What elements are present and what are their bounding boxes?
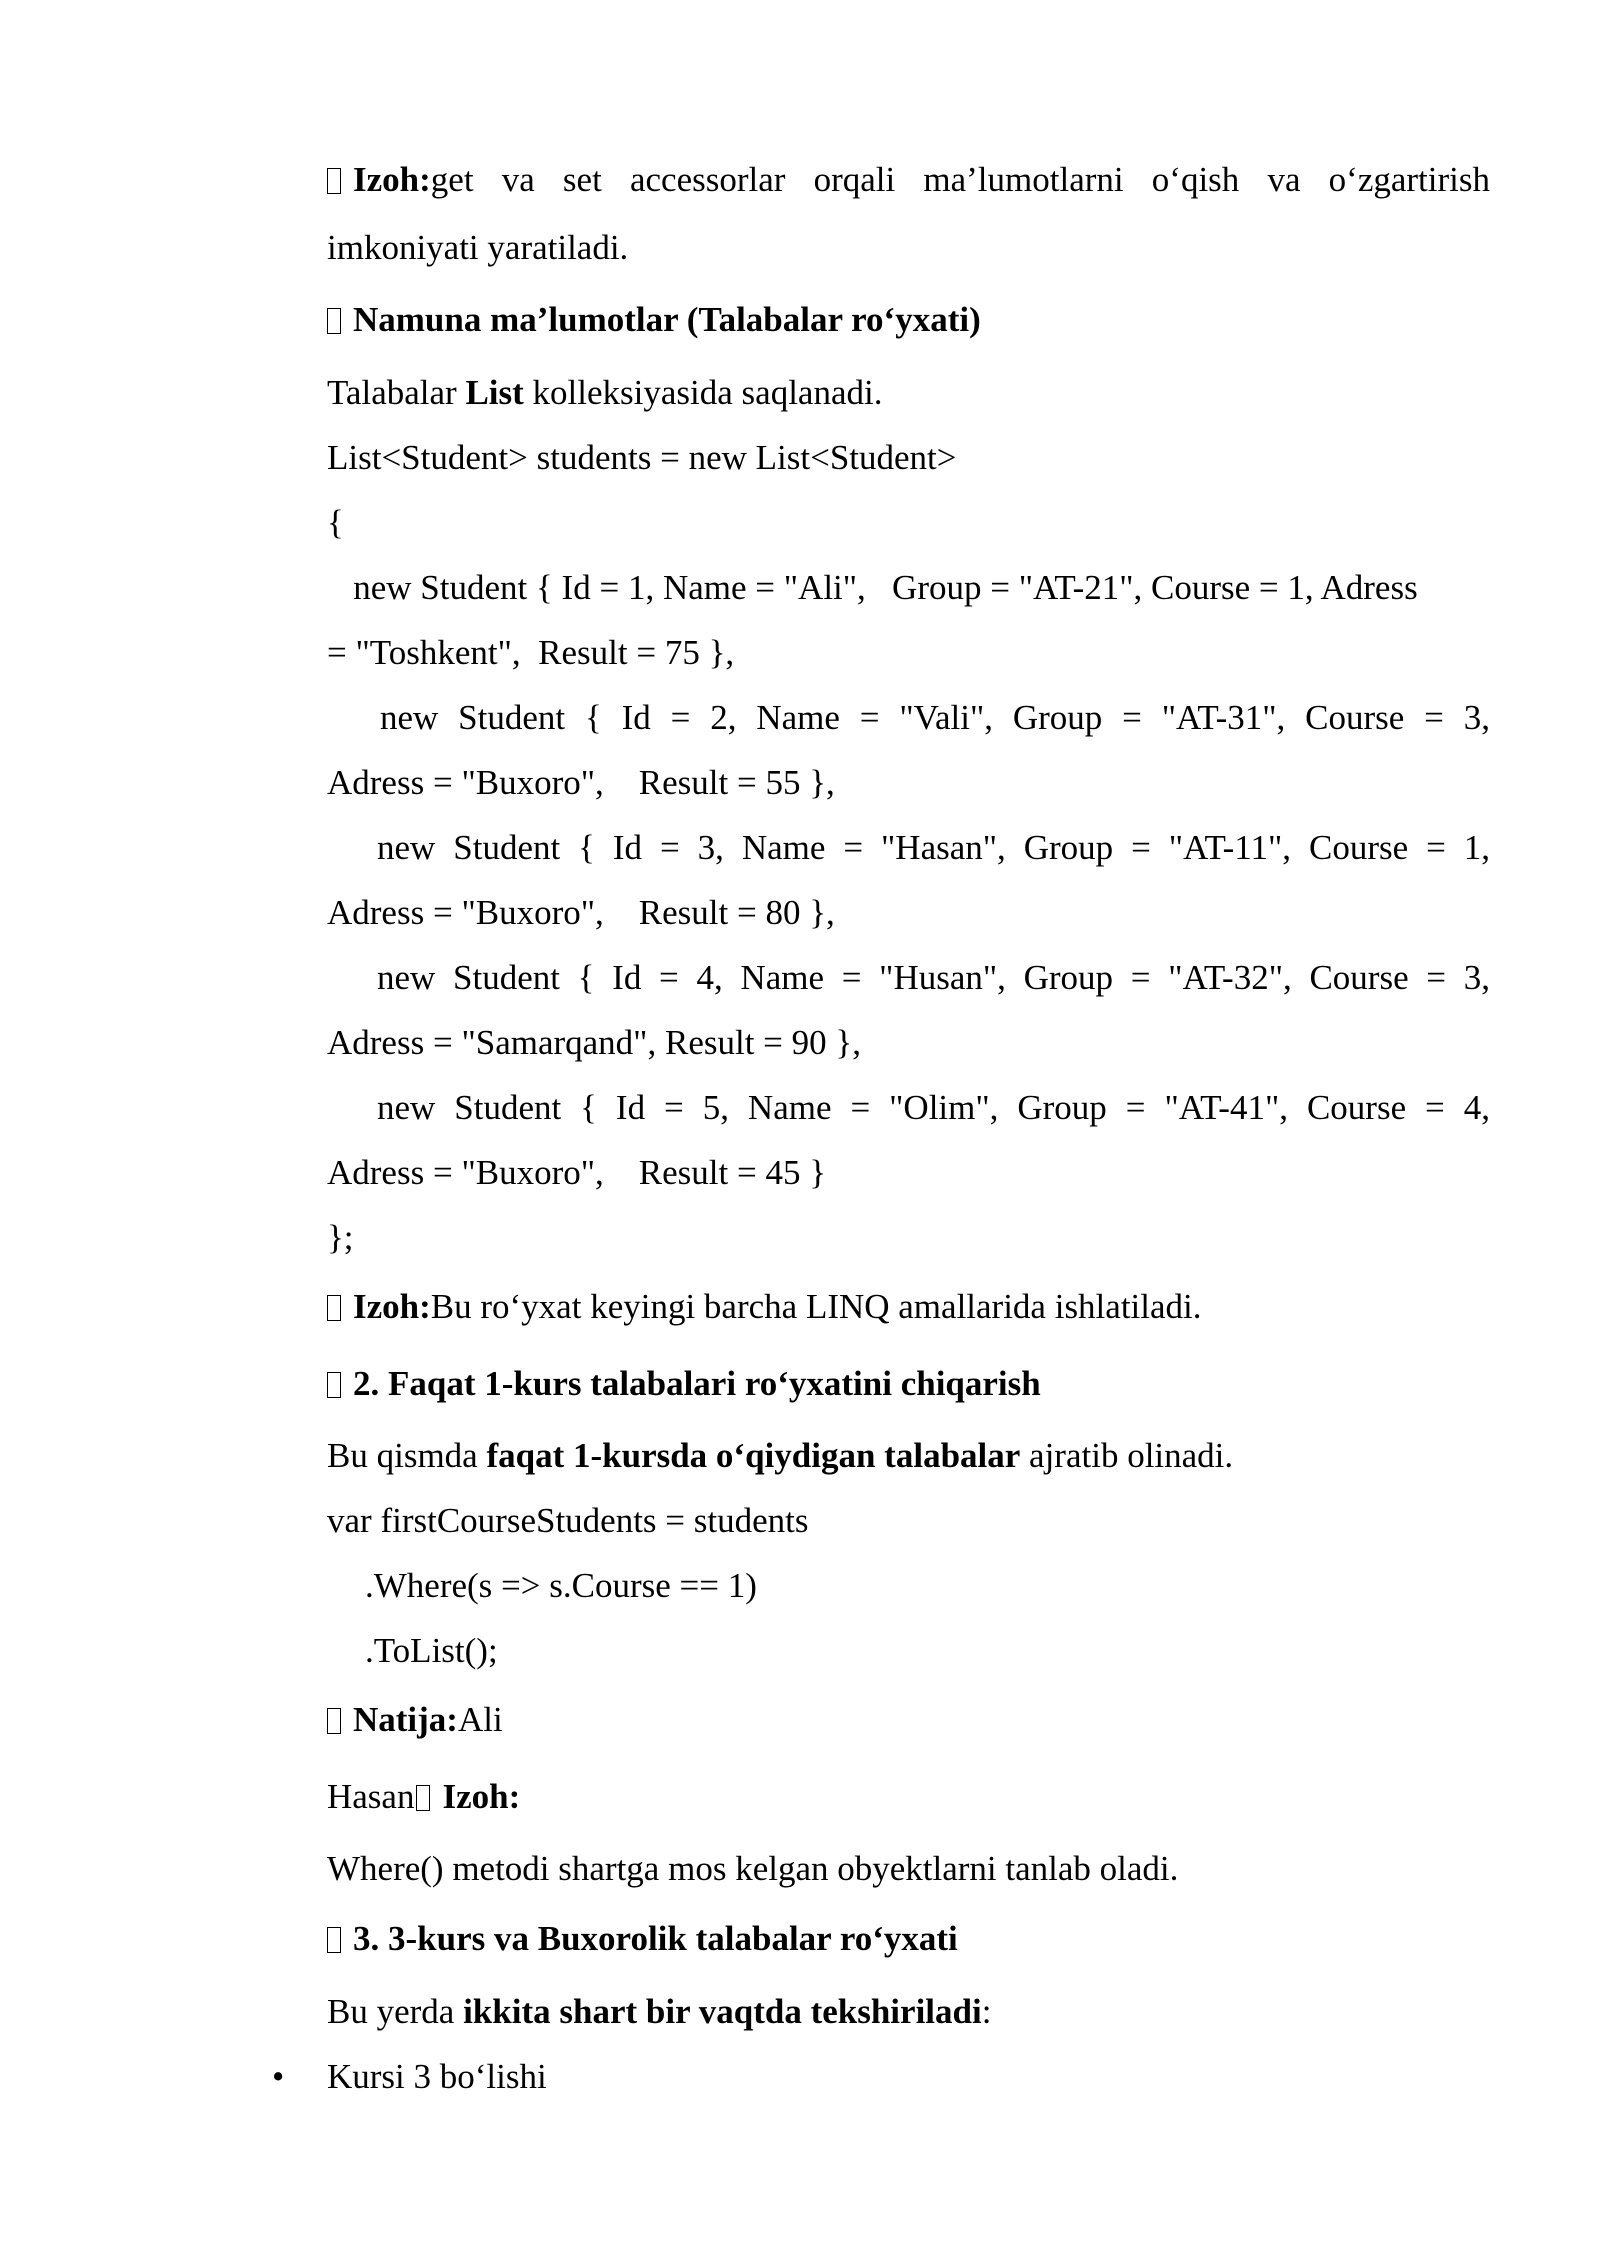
izoh-text-cont: imkoniyati yaratiladi. (327, 228, 629, 267)
text: : (981, 1992, 992, 2031)
section-heading-third-course (327, 1917, 1490, 1961)
natija-label: Natija: (353, 1700, 458, 1739)
natija-result (327, 1698, 1490, 1742)
where-explanation: Where() metodi shartga mos kelgan obyektlarni tanlab oladi. (327, 1849, 1179, 1888)
missing-glyph-icon (327, 1927, 341, 1953)
code-line: new Student { Id = 4, Name = "Husan", Group = "AT-32", Course = 3, (377, 958, 1490, 997)
heading-text: Namuna ma’lumotlar (Talabalar ro‘yxati) (353, 300, 981, 339)
izoh-label: Izoh: (353, 1287, 431, 1326)
code-line: new Student { Id = 1, Name = "Ali", Group = "AT-21", Course = 1, Adress (327, 568, 1418, 607)
code-line: = "Toshkent", Result = 75 }, (327, 633, 735, 672)
text: Bu qismda (327, 1436, 487, 1475)
code-line: { (327, 503, 344, 542)
missing-glyph-icon (327, 1372, 341, 1398)
text: kolleksiyasida saqlanadi. (523, 373, 883, 412)
izoh-label: Izoh: (442, 1777, 521, 1816)
izoh-note (327, 1285, 1490, 1329)
missing-glyph-icon (327, 1295, 341, 1321)
izoh-text: Bu ro‘yxat keyingi barcha LINQ amallarida ishlatiladi. (430, 1287, 1202, 1326)
section-heading-first-course (327, 1362, 1490, 1406)
result-value: Hasan (327, 1777, 415, 1816)
missing-glyph-icon (327, 168, 341, 194)
code-line: Adress = "Buxoro", Result = 45 } (327, 1153, 827, 1192)
code-line: .Where(s => s.Course == 1) (365, 1566, 757, 1605)
code-line: Adress = "Buxoro", Result = 55 }, (327, 763, 835, 802)
bullet-icon: • (272, 2057, 285, 2096)
missing-glyph-icon (327, 1708, 341, 1734)
list-collection-sentence (327, 371, 1490, 415)
list-item: Kursi 3 bo‘lishi (327, 2057, 547, 2096)
bold-text: ikkita shart bir vaqtda tekshiriladi (463, 1992, 982, 2031)
izoh-paragraph-line-2 (327, 226, 1490, 270)
two-conditions-sentence (327, 1990, 1490, 2034)
bold-text: faqat 1-kursda o‘qiydigan talabalar (486, 1436, 1021, 1475)
section-heading-sample-data (327, 298, 1490, 342)
text: Bu yerda (327, 1992, 464, 2031)
code-line: }; (327, 1218, 354, 1257)
missing-glyph-icon (327, 308, 341, 334)
bold-text: List (465, 373, 524, 412)
missing-glyph-icon (416, 1785, 430, 1811)
izoh-text: get va set accessorlar orqali ma’lumotlarni o‘qish va o‘zgartirish (430, 160, 1490, 199)
code-line: .ToList(); (365, 1631, 498, 1670)
result-and-izoh (327, 1775, 1490, 1819)
text: ajratib olinadi. (1020, 1436, 1234, 1475)
text: Talabalar (327, 373, 466, 412)
heading-text: 2. Faqat 1-kurs talabalari ro‘yxatini chiqarish (353, 1364, 1041, 1403)
code-line: new Student { Id = 3, Name = "Hasan", Group = "AT-11", Course = 1, (377, 828, 1490, 867)
izoh-label: Izoh: (353, 160, 431, 199)
code-line: Adress = "Buxoro", Result = 80 }, (327, 893, 835, 932)
code-line: var firstCourseStudents = students (327, 1501, 809, 1540)
code-line: List<Student> students = new List<Student> (327, 438, 957, 477)
heading-text: 3. 3-kurs va Buxorolik talabalar ro‘yxati (353, 1919, 958, 1958)
first-course-description (327, 1434, 1490, 1478)
code-line: new Student { Id = 5, Name = "Olim", Group = "AT-41", Course = 4, (377, 1088, 1490, 1127)
izoh-paragraph-line-1 (327, 158, 1490, 202)
code-line: new Student { Id = 2, Name = "Vali", Group = "AT-31", Course = 3, (380, 698, 1490, 737)
result-value: Ali (457, 1700, 503, 1739)
code-line: Adress = "Samarqand", Result = 90 }, (327, 1023, 861, 1062)
